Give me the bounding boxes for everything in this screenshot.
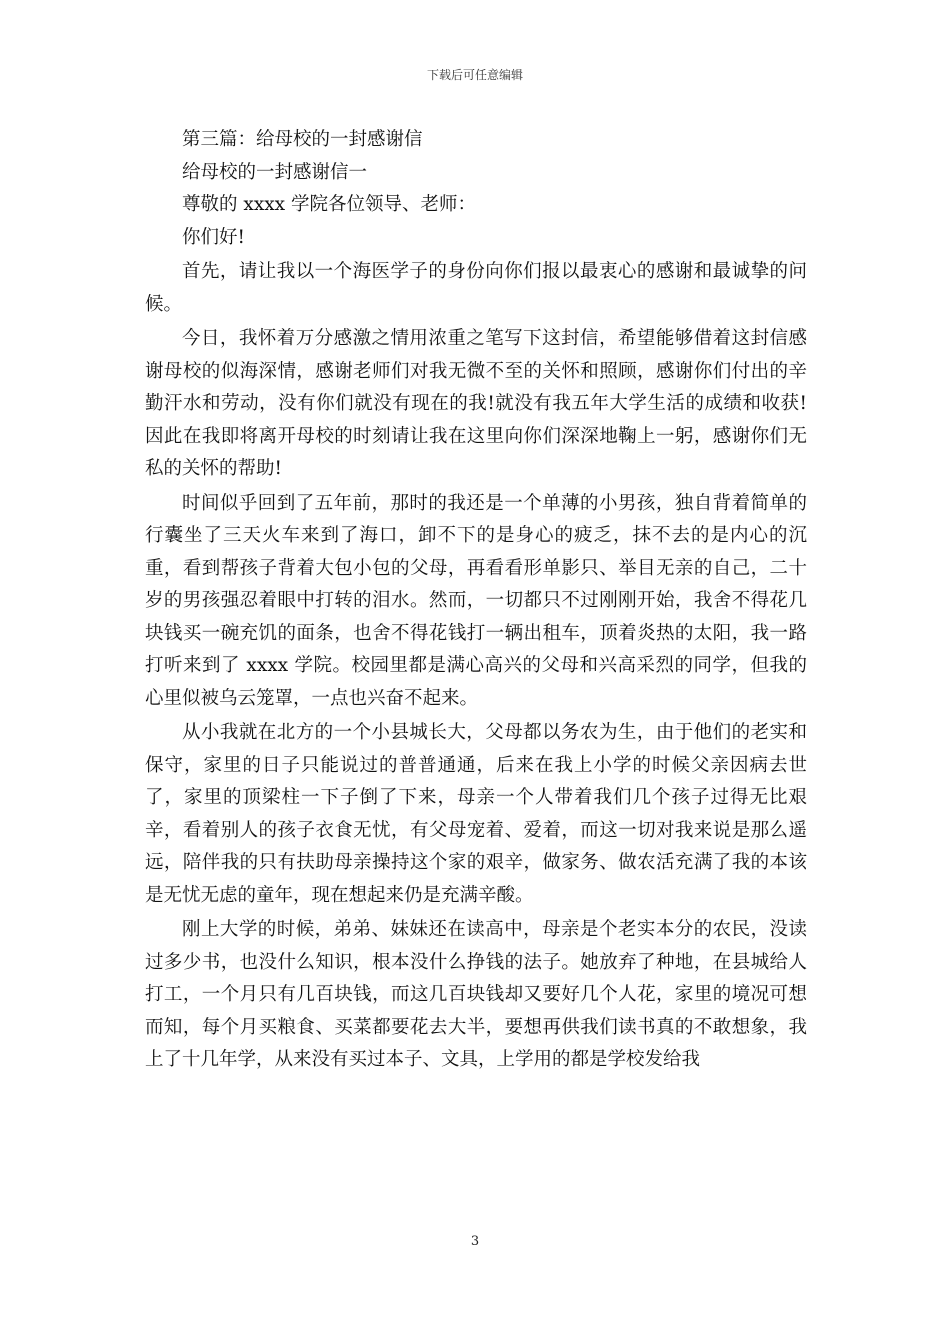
salutation: 尊敬的 xxxx 学院各位领导、老师： (182, 194, 476, 215)
paragraph-4: 从小我就在北方的一个小县城长大，父母都以务农为生，由于他们的老实和保守，家里的日子只能说过的普普通通，后来在我上小学的时候父亲因病去世了，家里的顶梁柱一下子倒了下来，母亲一个人带着我们几个孩子过得无比艰辛，看着别人的孩子衣食无忧，有父母宠着、爱着，而这一切对我来说是那么遥远，陪伴我的只有扶助母亲操持这个家的艰辛，做家务、做农活充满了我的本该是无忧无虑的童年，现在想起来仍是充满辛酸。 (145, 722, 807, 906)
paragraph-3: 时间似乎回到了五年前，那时的我还是一个单薄的小男孩，独自背着简单的行囊坐了三天火车来到了海口，卸不下的是身心的疲乏，抹不去的是内心的沉重，看到帮孩子背着大包小包的父母，再看看形单影只、举目无亲的自己，二十岁的男孩强忍着眼中打转的泪水。然而，一切都只不过刚刚开始，我舍不得花几块钱买一碗充饥的面条，也舍不得花钱打一辆出租车，顶着炎热的太阳，我一路打听来到了 xxxx 学院。校园里都是满心高兴的父母和兴高采烈的同学，但我的心里似被乌云笼罩，一点也兴奋不起来。 (145, 492, 807, 709)
paragraph-2: 今日，我怀着万分感激之情用浓重之笔写下这封信，希望能够借着这封信感谢母校的似海深情，感谢老师们对我无微不至的关怀和照顾，感谢你们付出的辛勤汗水和劳动，没有你们就没有现在的我!就没有我五年大学生活的成绩和收获!因此在我即将离开母校的时刻请让我在这里向你们深深地鞠上一躬，感谢你们无私的关怀的帮助! (145, 328, 807, 479)
section-title: 第三篇：给母校的一封感谢信 (182, 129, 423, 150)
header-note: 下载后可任意编辑 (426, 68, 523, 82)
page-number: 3 (470, 1234, 480, 1249)
document-body (145, 124, 807, 1077)
letter-title: 给母校的一封感谢信一 (182, 161, 368, 183)
paragraph-5: 刚上大学的时候，弟弟、妹妹还在读高中，母亲是个老实本分的农民，没读过多少书，也没什么知识，根本没什么挣钱的法子。她放弃了种地，在县城给人打工，一个月只有几百块钱，而这几百块钱却又要好几个人花，家里的境况可想而知，每个月买粮食、买菜都要花去大半，要想再供我们读书真的不敢想象，我上了十几年学，从来没有买过本子、文具，上学用的都是学校发给我 (145, 919, 807, 1070)
paragraph-1: 首先，请让我以一个海医学子的身份向你们报以最衷心的感谢和最诚挚的问候。 (145, 261, 807, 315)
greeting: 你们好! (182, 226, 245, 248)
